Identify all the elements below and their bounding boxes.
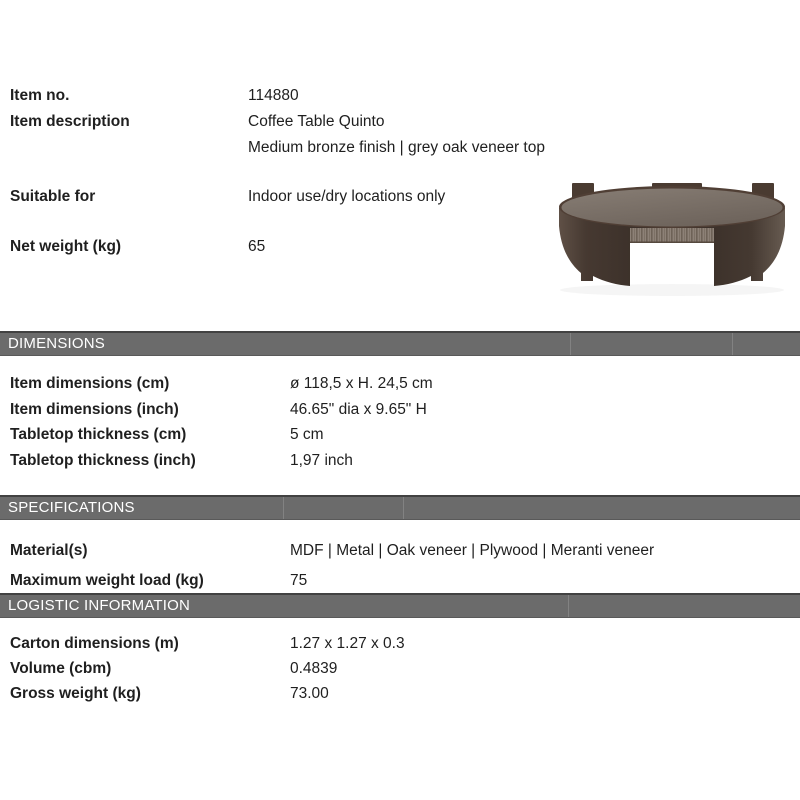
row-value: 0.4839 xyxy=(290,660,338,677)
row-label: Material(s) xyxy=(10,542,88,559)
net-weight-value: 65 xyxy=(248,238,266,255)
row-label: Carton dimensions (m) xyxy=(10,635,179,652)
suitable-for-row xyxy=(10,184,445,210)
bar-seam xyxy=(732,333,733,355)
table-row xyxy=(10,448,790,474)
table-top xyxy=(562,189,783,227)
section-bar-dimensions xyxy=(0,331,800,356)
item-description-value xyxy=(248,109,545,161)
table-shadow xyxy=(560,284,784,296)
bar-seam xyxy=(568,595,569,617)
row-value: 46.65" dia x 9.65" H xyxy=(290,400,427,418)
bar-seam xyxy=(283,497,284,519)
row-label: Item dimensions (inch) xyxy=(10,400,179,418)
product-photo-coffee-table xyxy=(556,180,792,298)
row-value: 73.00 xyxy=(290,685,329,702)
row-value: 1.27 x 1.27 x 0.3 xyxy=(290,635,405,652)
logistic-rows xyxy=(10,631,790,706)
row-label: Volume (cbm) xyxy=(10,660,112,677)
item-description-row xyxy=(10,109,545,161)
table-row xyxy=(10,656,790,681)
row-value: 5 cm xyxy=(290,426,324,443)
bar-seam xyxy=(570,333,571,355)
dimensions-rows xyxy=(10,371,790,473)
table-row xyxy=(10,681,790,706)
section-title-specifications: SPECIFICATIONS xyxy=(8,499,135,516)
table-row xyxy=(10,371,790,397)
row-label: Item dimensions (cm) xyxy=(10,375,170,392)
item-no-row xyxy=(10,83,299,109)
row-value: 75 xyxy=(290,571,308,589)
net-weight-label: Net weight (kg) xyxy=(10,238,122,255)
row-label: Tabletop thickness (cm) xyxy=(10,426,187,443)
table-row xyxy=(10,422,790,448)
row-value: 1,97 inch xyxy=(290,451,353,469)
suitable-for-value: Indoor use/dry locations only xyxy=(248,188,446,205)
section-bar-specifications xyxy=(0,495,800,520)
table-row xyxy=(10,397,790,423)
item-description-line2: Medium bronze finish | grey oak veneer top xyxy=(248,139,545,156)
section-title-logistic-information: LOGISTIC INFORMATION xyxy=(8,597,191,614)
row-label: Maximum weight load (kg) xyxy=(10,571,204,589)
item-description-label: Item description xyxy=(10,113,130,130)
table-edge-band-shadow xyxy=(630,242,714,244)
table-row xyxy=(10,631,790,656)
item-no-label: Item no. xyxy=(10,87,70,104)
table-row xyxy=(10,566,790,596)
item-no-value: 114880 xyxy=(248,87,299,104)
item-description-line1: Coffee Table Quinto xyxy=(248,113,385,130)
net-weight-row xyxy=(10,234,265,260)
table-edge-band xyxy=(630,228,714,243)
row-value: ø 118,5 x H. 24,5 cm xyxy=(290,375,433,392)
table-row xyxy=(10,536,790,566)
section-bar-logistic-information xyxy=(0,593,800,618)
specifications-rows xyxy=(10,536,790,595)
bar-seam xyxy=(403,497,404,519)
row-value: MDF | Metal | Oak veneer | Plywood | Meranti veneer xyxy=(290,542,655,559)
row-label: Tabletop thickness (inch) xyxy=(10,451,196,469)
section-title-dimensions: DIMENSIONS xyxy=(8,335,106,352)
suitable-for-label: Suitable for xyxy=(10,188,96,205)
row-label: Gross weight (kg) xyxy=(10,685,141,702)
